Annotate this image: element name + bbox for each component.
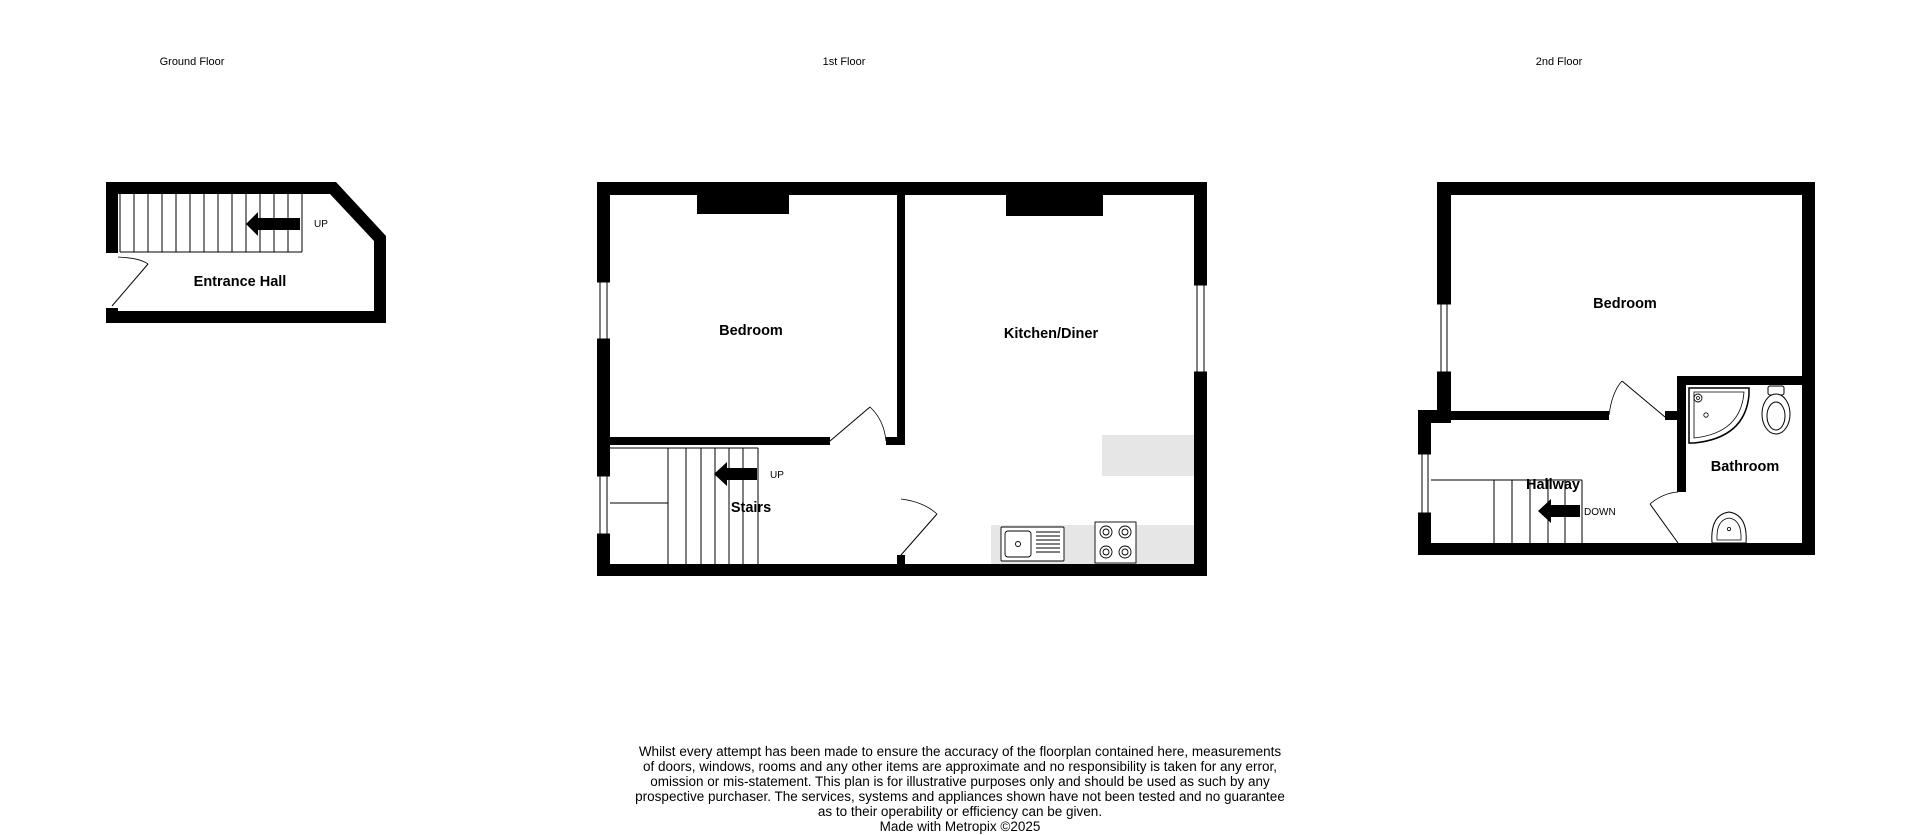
- chimney-breast-kitchen: [1006, 195, 1103, 216]
- disclaimer-line: Whilst every attempt has been made to ensure the accuracy of the floorplan contained here, measurements: [638, 744, 1282, 759]
- kitchen-sink: [1001, 527, 1064, 561]
- disclaimer-line: of doors, windows, rooms and any other items are approximate and no responsibility is taken for any error,: [642, 759, 1278, 774]
- ground-up-arrow: [246, 212, 300, 236]
- kitchen-worktop-side: [1102, 435, 1194, 476]
- room-label-bedroom-second: Bedroom: [1593, 296, 1657, 312]
- second-down-label: DOWN: [1584, 507, 1616, 518]
- floor-title-second: 2nd Floor: [1535, 56, 1583, 68]
- chimney-breast-bedroom: [697, 195, 789, 214]
- first-up-label: UP: [770, 470, 784, 481]
- floor-title-first: 1st Floor: [822, 56, 866, 68]
- room-label-entrance-hall: Entrance Hall: [193, 274, 287, 290]
- partition-wall-bedroom-second: [1431, 411, 1609, 420]
- floor-title-ground: Ground Floor: [159, 56, 225, 68]
- window-bedroom-left: [597, 282, 610, 339]
- room-label-bedroom-first: Bedroom: [719, 323, 783, 339]
- ground-up-label: UP: [314, 219, 328, 230]
- window-kitchen-right: [1194, 285, 1207, 372]
- first-floor-plan: [597, 182, 1207, 576]
- window-bedroom-second: [1437, 304, 1451, 372]
- metropix-credit: Made with Metropix ©2025: [879, 819, 1041, 834]
- window-hallway: [1418, 454, 1431, 513]
- kitchen-hob: [1095, 522, 1136, 563]
- ground-floor-plan: [106, 182, 386, 323]
- room-label-kitchen-diner: Kitchen/Diner: [1003, 326, 1099, 342]
- room-label-stairs: Stairs: [730, 500, 772, 516]
- bathroom-wall-top: [1677, 376, 1802, 385]
- disclaimer-line: omission or mis-statement. This plan is for illustrative purposes only and should be used as such by any: [650, 774, 1270, 789]
- partition-wall-vertical: [897, 195, 905, 444]
- room-label-bathroom: Bathroom: [1710, 459, 1780, 475]
- room-label-hallway: Hallway: [1526, 477, 1580, 493]
- entrance-door: [112, 257, 148, 306]
- bathroom-wall-left: [1677, 376, 1686, 492]
- disclaimer-line: as to their operability or efficiency can be given.: [817, 804, 1103, 819]
- disclaimer: [610, 744, 1310, 834]
- partition-wall-bedroom: [610, 437, 830, 445]
- window-stairs-left: [597, 476, 610, 534]
- second-floor-plan: [1418, 182, 1815, 555]
- disclaimer-line: prospective purchaser. The services, systems and appliances shown have not been tested and no guarantee: [635, 789, 1285, 804]
